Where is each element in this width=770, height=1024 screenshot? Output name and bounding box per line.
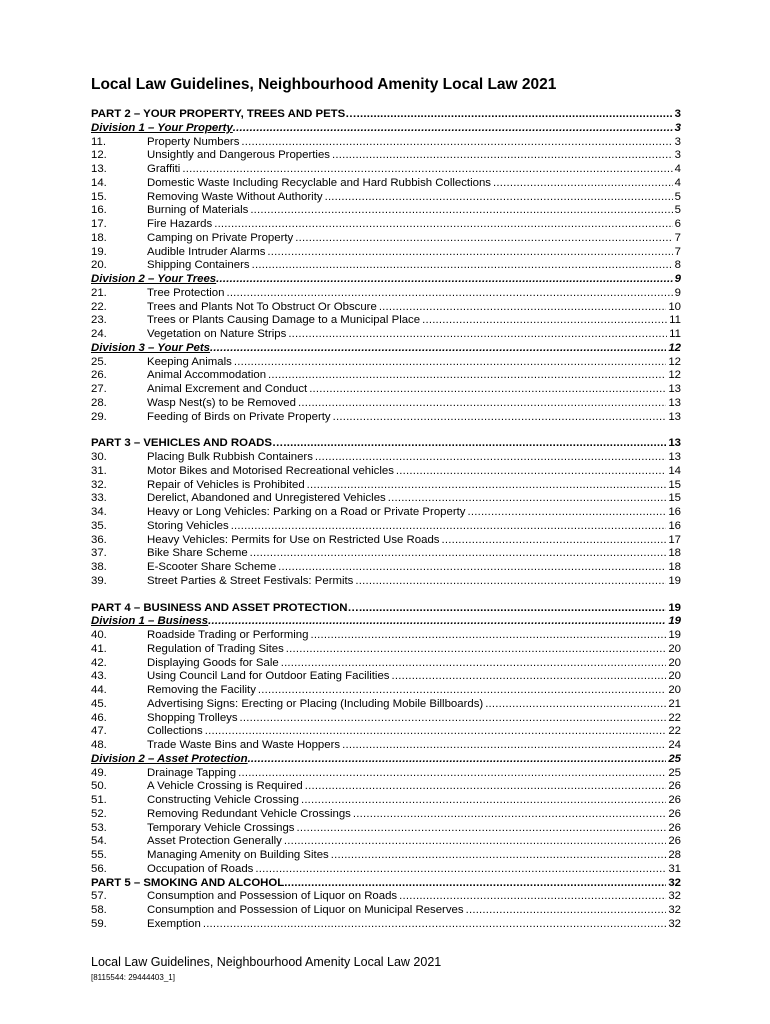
toc-leader-dots	[234, 356, 666, 370]
toc-page-number: 18	[668, 547, 681, 560]
toc-entry-number: 22.	[91, 300, 107, 313]
toc-entry	[91, 725, 681, 739]
toc-leader-dots	[283, 437, 666, 451]
toc-part-heading	[91, 602, 681, 616]
toc-entry-title: Division 2 – Your Trees	[91, 273, 217, 285]
toc-leader-dots	[422, 314, 667, 328]
toc-entry	[91, 369, 681, 383]
toc-division-heading	[91, 342, 681, 356]
toc-entry	[91, 301, 681, 315]
toc-entry	[91, 849, 681, 863]
toc-entry-title: Drainage Tapping	[147, 766, 237, 779]
toc-entry-title: Consumption and Possession of Liquor on Municipal Reserves	[147, 904, 464, 916]
toc-entry	[91, 232, 681, 246]
toc-entry	[91, 520, 681, 534]
footer-title: Local Law Guidelines, Neighbourhood Amenity Local Law 2021	[91, 955, 442, 969]
toc-entry	[91, 835, 681, 849]
toc-entry	[91, 259, 681, 273]
toc-entry-title: PART 2 – YOUR PROPERTY, TREES AND PETS…	[91, 108, 357, 120]
toc-entry-title: Advertising Signs: Erecting or Placing (Including Mobile Billboards)	[147, 697, 484, 710]
toc-leader-dots	[309, 383, 666, 397]
toc-leader-dots	[231, 520, 667, 534]
toc-entry	[91, 808, 681, 822]
toc-entry-number: 31.	[91, 464, 107, 477]
toc-page-number: 16	[668, 506, 681, 518]
toc-entry-number: 19.	[91, 245, 107, 258]
toc-entry-title: Removing the Facility	[147, 684, 256, 696]
toc-page-number: 12	[668, 369, 681, 382]
toc-entry	[91, 163, 681, 177]
toc-leader-dots	[250, 204, 672, 218]
toc-leader-dots	[241, 136, 672, 150]
toc-page-number: 19	[668, 629, 681, 641]
toc-page-number: 22	[668, 711, 681, 724]
toc-page-number: 22	[668, 725, 681, 738]
toc-leader-dots	[333, 411, 667, 425]
toc-entry	[91, 492, 681, 506]
toc-entry	[91, 629, 681, 643]
toc-leader-dots	[214, 218, 672, 232]
toc-division-heading	[91, 122, 681, 136]
toc-entry-title: Heavy or Long Vehicles: Parking on a Road or Private Property	[147, 506, 466, 518]
toc-part-heading	[91, 877, 681, 891]
toc-entry	[91, 479, 681, 493]
toc-entry-title: Occupation of Roads	[147, 862, 254, 875]
toc-entry	[91, 451, 681, 465]
toc-entry-number: 43.	[91, 670, 107, 683]
toc-entry-title: Street Parties & Street Festivals: Permits	[147, 574, 354, 587]
toc-page-number: 3	[674, 108, 681, 120]
toc-entry-title: Property Numbers	[147, 135, 240, 148]
toc-page-number: 20	[668, 642, 681, 655]
toc-page-number: 32	[668, 904, 681, 916]
toc-entry-title: Constructing Vehicle Crossing	[147, 794, 299, 806]
toc-page-number: 8	[674, 259, 681, 272]
toc-entry-number: 17.	[91, 218, 107, 230]
toc-page-number: 11	[669, 314, 681, 327]
toc-leader-dots	[355, 575, 666, 589]
toc-page-number: 19	[668, 615, 681, 628]
toc-entry-title: Division 1 – Your Property	[91, 121, 233, 134]
toc-entry-number: 33.	[91, 492, 107, 505]
toc-leader-dots	[388, 492, 667, 506]
toc-entry-number: 40.	[91, 629, 107, 641]
document-title: Local Law Guidelines, Neighbourhood Amenity Local Law 2021	[91, 76, 557, 93]
toc-entry-number: 20.	[91, 259, 107, 272]
toc-entry-number: 21.	[91, 286, 107, 299]
toc-entry-title: PART 5 – SMOKING AND ALCOHOL	[91, 876, 285, 889]
toc-leader-dots	[441, 534, 666, 548]
toc-entry	[91, 177, 681, 191]
toc-leader-dots	[357, 108, 673, 122]
toc-entry-title: Derelict, Abandoned and Unregistered Vehicles	[147, 492, 386, 505]
toc-leader-dots	[307, 479, 667, 493]
toc-entry-title: Trade Waste Bins and Waste Hoppers	[147, 739, 341, 751]
toc-leader-dots	[493, 177, 673, 191]
toc-page-number: 3	[674, 135, 681, 148]
toc-entry	[91, 670, 681, 684]
toc-entry-number: 38.	[91, 561, 107, 573]
toc-entry-number: 54.	[91, 835, 107, 848]
toc-entry-title: Displaying Goods for Sale	[147, 656, 279, 669]
toc-leader-dots	[392, 670, 667, 684]
toc-page-number: 13	[668, 383, 681, 395]
toc-page-number: 32	[668, 917, 681, 930]
toc-entry-number: 37.	[91, 547, 107, 560]
toc-page-number: 15	[668, 478, 681, 491]
toc-entry	[91, 534, 681, 548]
toc-entry	[91, 561, 681, 575]
toc-leader-dots	[281, 657, 667, 671]
toc-entry	[91, 547, 681, 561]
toc-entry-title: Domestic Waste Including Recyclable and Hard Rubbish Collections	[147, 176, 491, 189]
toc-part-heading	[91, 108, 681, 122]
toc-leader-dots	[297, 822, 667, 836]
toc-entry-number: 13.	[91, 163, 107, 175]
toc-page-number: 13	[668, 437, 681, 450]
toc-division-heading	[91, 753, 681, 767]
toc-page-number: 17	[668, 533, 681, 546]
toc-entry	[91, 712, 681, 726]
toc-entry-title: Collections	[147, 725, 203, 738]
toc-leader-dots	[255, 863, 666, 877]
toc-entry-title: Removing Waste Without Authority	[147, 190, 323, 203]
toc-page-number: 14	[668, 464, 681, 477]
toc-entry	[91, 506, 681, 520]
toc-page-number: 5	[674, 204, 681, 217]
toc-leader-dots	[315, 451, 666, 465]
toc-entry-number: 46.	[91, 711, 107, 724]
toc-entry-title: Regulation of Trading Sites	[147, 642, 284, 655]
toc-entry-title: Bike Share Scheme	[147, 547, 248, 560]
toc-leader-dots	[205, 725, 667, 739]
toc-spacer	[91, 589, 681, 602]
toc-leader-dots	[210, 342, 666, 356]
toc-entry-title: Removing Redundant Vehicle Crossings	[147, 807, 351, 820]
toc-leader-dots	[208, 615, 666, 629]
toc-entry	[91, 204, 681, 218]
toc-entry	[91, 890, 681, 904]
toc-entry	[91, 863, 681, 877]
toc-entry-number: 27.	[91, 383, 107, 395]
toc-entry-number: 48.	[91, 739, 107, 751]
toc-leader-dots	[325, 191, 673, 205]
toc-entry-title: Heavy Vehicles: Permits for Use on Restricted Use Roads	[147, 533, 440, 546]
toc-page-number: 5	[674, 190, 681, 203]
toc-entry-title: Burning of Materials	[147, 204, 249, 217]
toc-page-number: 12	[668, 355, 681, 368]
toc-leader-dots	[399, 890, 666, 904]
toc-entry-number: 58.	[91, 904, 107, 916]
toc-entry-title: Asset Protection Generally	[147, 835, 282, 848]
toc-entry	[91, 314, 681, 328]
toc-entry-title: Repair of Vehicles is Prohibited	[147, 478, 305, 491]
toc-leader-dots	[485, 698, 666, 712]
toc-entry	[91, 191, 681, 205]
toc-page-number: 7	[674, 231, 681, 244]
toc-entry-title: Shopping Trolleys	[147, 711, 238, 724]
toc-page-number: 16	[668, 519, 681, 532]
toc-leader-dots	[359, 602, 666, 616]
toc-entry-number: 41.	[91, 642, 107, 655]
toc-entry-number: 45.	[91, 697, 107, 710]
toc-leader-dots	[258, 684, 666, 698]
toc-page-number: 26	[668, 807, 681, 820]
toc-entry	[91, 643, 681, 657]
toc-entry-title: Roadside Trading or Performing	[147, 629, 309, 641]
toc-leader-dots	[284, 877, 666, 891]
toc-entry-number: 11.	[91, 135, 106, 148]
toc-leader-dots	[342, 739, 666, 753]
toc-leader-dots	[305, 780, 667, 794]
toc-entry-title: E-Scooter Share Scheme	[147, 561, 277, 573]
toc-entry-number: 50.	[91, 780, 107, 793]
toc-leader-dots	[466, 904, 667, 918]
toc-entry-title: Animal Accommodation	[147, 369, 267, 382]
toc-leader-dots	[250, 547, 667, 561]
toc-leader-dots	[298, 397, 666, 411]
toc-entry-number: 25.	[91, 355, 107, 368]
toc-page-number: 21	[668, 697, 681, 710]
toc-entry	[91, 657, 681, 671]
toc-entry-number: 26.	[91, 369, 107, 382]
toc-entry	[91, 575, 681, 589]
toc-entry	[91, 411, 681, 425]
toc-leader-dots	[216, 273, 673, 287]
toc-leader-dots	[332, 149, 673, 163]
toc-leader-dots	[310, 629, 666, 643]
toc-entry	[91, 794, 681, 808]
toc-entry-title: Using Council Land for Outdoor Eating Facilities	[147, 670, 390, 683]
toc-page-number: 13	[668, 396, 681, 409]
toc-entry-title: Placing Bulk Rubbish Containers	[147, 451, 313, 463]
toc-entry-number: 24.	[91, 328, 107, 340]
toc-entry	[91, 246, 681, 260]
toc-page-number: 7	[674, 245, 681, 258]
toc-entry-title: Motor Bikes and Motorised Recreational vehicles	[147, 464, 394, 477]
toc-leader-dots	[286, 643, 667, 657]
toc-entry-number: 15.	[91, 190, 107, 203]
toc-entry-title: Trees or Plants Causing Damage to a Municipal Place	[147, 314, 421, 327]
toc-leader-dots	[301, 794, 666, 808]
toc-entry-title: Keeping Animals	[147, 355, 232, 368]
toc-entry	[91, 684, 681, 698]
toc-page-number: 4	[674, 176, 681, 189]
toc-entry-title: Vegetation on Nature Strips	[147, 328, 287, 340]
toc-page-number: 20	[668, 670, 681, 683]
toc-leader-dots	[233, 122, 673, 136]
toc-page-number: 32	[668, 890, 681, 903]
toc-entry-number: 30.	[91, 451, 107, 463]
toc-entry-number: 55.	[91, 849, 107, 861]
toc-entry-number: 34.	[91, 506, 107, 518]
toc-entry-number: 18.	[91, 231, 107, 244]
toc-entry-title: Audible Intruder Alarms	[147, 245, 266, 258]
table-of-contents	[91, 108, 681, 932]
toc-division-heading	[91, 615, 681, 629]
toc-entry	[91, 356, 681, 370]
toc-leader-dots	[331, 849, 667, 863]
toc-page-number: 3	[674, 121, 681, 134]
toc-entry	[91, 904, 681, 918]
toc-page-number: 28	[668, 849, 681, 861]
toc-page-number: 9	[674, 273, 681, 285]
toc-page-number: 18	[668, 561, 681, 573]
toc-entry	[91, 383, 681, 397]
toc-leader-dots	[248, 753, 667, 767]
toc-leader-dots	[238, 767, 666, 781]
toc-entry-number: 59.	[91, 917, 107, 930]
toc-entry-title: Fire Hazards	[147, 218, 213, 230]
toc-entry-number: 28.	[91, 396, 107, 409]
toc-entry-number: 36.	[91, 533, 107, 546]
toc-entry-title: Wasp Nest(s) to be Removed	[147, 396, 296, 409]
toc-page-number: 31	[668, 862, 681, 875]
toc-entry-title: Storing Vehicles	[147, 519, 229, 532]
toc-entry-title: Feeding of Birds on Private Property	[147, 410, 331, 423]
toc-page-number: 25	[668, 752, 681, 765]
toc-page-number: 3	[674, 149, 681, 162]
toc-entry	[91, 822, 681, 836]
toc-entry-number: 49.	[91, 766, 107, 779]
toc-part-heading	[91, 437, 681, 451]
toc-leader-dots	[467, 506, 666, 520]
toc-entry-number: 44.	[91, 684, 107, 696]
toc-page-number: 24	[668, 739, 681, 751]
toc-entry-title: PART 4 – BUSINESS AND ASSET PROTECTION…	[91, 601, 359, 614]
toc-leader-dots	[240, 712, 667, 726]
toc-entry-title: PART 3 – VEHICLES AND ROADS…	[91, 437, 284, 450]
toc-page-number: 20	[668, 684, 681, 696]
toc-entry	[91, 918, 681, 932]
document-reference: [8115544: 29444403_1]	[91, 973, 175, 982]
toc-entry-number: 51.	[91, 794, 107, 806]
toc-page-number: 26	[668, 835, 681, 848]
toc-page-number: 11	[669, 328, 681, 340]
toc-leader-dots	[353, 808, 666, 822]
toc-entry-title: Exemption	[147, 917, 201, 930]
toc-entry	[91, 287, 681, 301]
toc-leader-dots	[379, 301, 667, 315]
toc-page-number: 25	[668, 766, 681, 779]
toc-leader-dots	[182, 163, 672, 177]
toc-entry	[91, 465, 681, 479]
toc-entry-title: Tree Protection	[147, 286, 225, 299]
toc-entry-number: 23.	[91, 314, 107, 327]
toc-entry-number: 56.	[91, 862, 107, 875]
toc-entry-number: 57.	[91, 890, 107, 903]
toc-entry-number: 47.	[91, 725, 107, 738]
toc-entry	[91, 397, 681, 411]
toc-page-number: 19	[668, 601, 681, 614]
toc-entry-number: 39.	[91, 574, 107, 587]
toc-entry-title: Division 3 – Your Pets	[91, 341, 211, 354]
toc-page-number: 26	[668, 780, 681, 793]
toc-page-number: 10	[668, 300, 681, 313]
toc-entry-title: Division 1 – Business	[91, 615, 209, 628]
toc-entry	[91, 698, 681, 712]
toc-entry-number: 32.	[91, 478, 107, 491]
toc-entry-number: 53.	[91, 821, 107, 834]
toc-entry-number: 12.	[91, 149, 107, 162]
toc-page-number: 26	[668, 794, 681, 806]
toc-entry-number: 14.	[91, 176, 107, 189]
toc-entry	[91, 780, 681, 794]
toc-entry-title: Division 2 – Asset Protection	[91, 752, 248, 765]
toc-entry	[91, 149, 681, 163]
toc-leader-dots	[278, 561, 666, 575]
toc-page-number: 13	[668, 451, 681, 463]
toc-entry	[91, 328, 681, 342]
toc-leader-dots	[226, 287, 672, 301]
toc-entry-number: 35.	[91, 519, 107, 532]
toc-page-number: 12	[668, 341, 681, 354]
toc-entry	[91, 136, 681, 150]
toc-page-number: 9	[674, 286, 681, 299]
toc-leader-dots	[252, 259, 673, 273]
toc-leader-dots	[203, 918, 667, 932]
toc-entry-title: Camping on Private Property	[147, 231, 294, 244]
toc-page-number: 19	[668, 574, 681, 587]
toc-leader-dots	[295, 232, 672, 246]
toc-leader-dots	[268, 369, 666, 383]
toc-page-number: 13	[668, 410, 681, 423]
toc-entry	[91, 739, 681, 753]
toc-page-number: 32	[668, 876, 681, 889]
toc-division-heading	[91, 273, 681, 287]
toc-spacer	[91, 424, 681, 437]
toc-leader-dots	[288, 328, 667, 342]
toc-page-number: 6	[674, 218, 681, 230]
toc-entry-title: Managing Amenity on Building Sites	[147, 849, 329, 861]
toc-page-number: 15	[668, 492, 681, 505]
toc-entry-title: Trees and Plants Not To Obstruct Or Obscure	[147, 300, 377, 313]
toc-entry-title: Unsightly and Dangerous Properties	[147, 149, 330, 162]
toc-page-number: 4	[674, 163, 681, 175]
toc-leader-dots	[284, 835, 666, 849]
toc-entry-title: A Vehicle Crossing is Required	[147, 780, 303, 793]
toc-entry-number: 52.	[91, 807, 107, 820]
toc-entry-title: Graffiti	[147, 163, 181, 175]
toc-leader-dots	[396, 465, 666, 479]
toc-entry-title: Consumption and Possession of Liquor on Roads	[147, 890, 398, 903]
toc-entry-title: Shipping Containers	[147, 259, 250, 272]
toc-entry-number: 42.	[91, 656, 107, 669]
toc-entry-number: 16.	[91, 204, 107, 217]
toc-entry-title: Animal Excrement and Conduct	[147, 383, 308, 395]
toc-page-number: 26	[668, 821, 681, 834]
toc-entry	[91, 767, 681, 781]
toc-leader-dots	[267, 246, 672, 260]
toc-entry	[91, 218, 681, 232]
toc-entry-number: 29.	[91, 410, 107, 423]
toc-page-number: 20	[668, 656, 681, 669]
toc-entry-title: Temporary Vehicle Crossings	[147, 821, 295, 834]
